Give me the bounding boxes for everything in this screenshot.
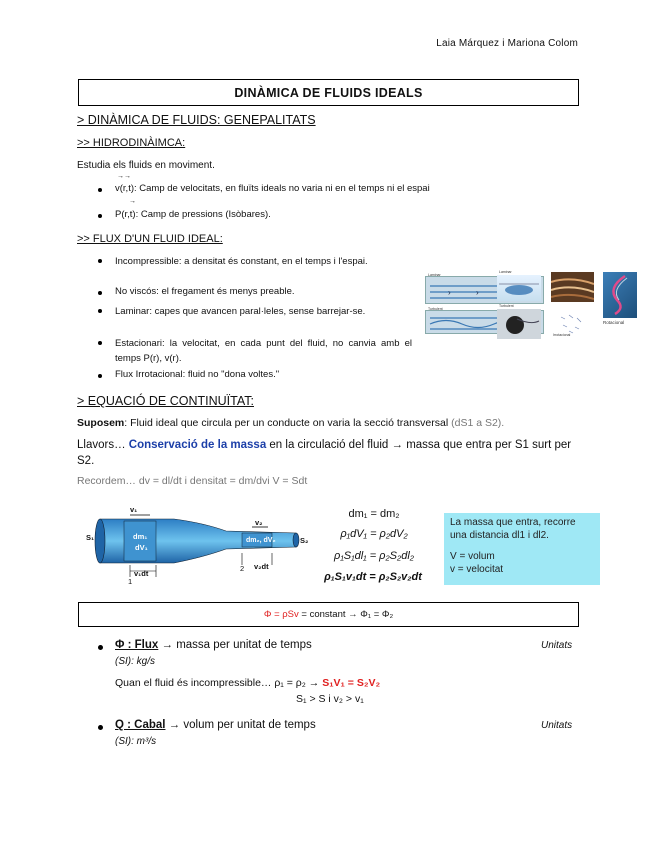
vector-arrows: →→ <box>117 173 131 180</box>
equation-density-volume: ρ₁dV₁ = ρ₂dV₂ <box>340 528 408 540</box>
incompressible-text: Quan el fluid és incompressible… ρ₁ = ρ₂ → <box>115 677 323 689</box>
cabal-desc: → volum per unitat de temps <box>165 719 316 731</box>
flux-formula-rest: = constant → Φ₁ = Φ₂ <box>298 609 394 620</box>
cabal-label: Q : Cabal <box>115 719 166 731</box>
label-v1: v₁ <box>130 505 138 514</box>
rotational-flow-drawing <box>551 272 594 302</box>
label-dm2-dv2: dm₂, dV₂ <box>246 537 276 544</box>
label-v1dt: v₁dt <box>134 569 149 578</box>
equation-mass: dm₁ = dm₂ <box>348 508 400 520</box>
pipe-diagram <box>86 505 316 587</box>
bullet-no-viscos: No viscós: el fregament és menys preable. <box>115 286 295 297</box>
irrotational-flow-image <box>551 309 594 339</box>
label-s1: S₁ <box>86 533 95 542</box>
pipe-inlet <box>95 519 105 563</box>
bullet-irrotacional: Flux Irrotacional: fluid no "dona voltes." <box>115 369 280 380</box>
label-section-1: 1 <box>128 577 133 586</box>
page-title: DINÀMICA DE FLUIDS IDEALS <box>78 79 579 106</box>
note-line-2: V = volum <box>450 551 495 562</box>
flux-units-label: Unitats <box>541 640 573 651</box>
rotational-flow-image <box>551 272 594 302</box>
bullet-velocity-field: v(r,t): Camp de velocitats, en fluïts ideals no varia ni en el temps ni el espai <box>115 183 430 194</box>
flux-item <box>115 639 312 651</box>
turbulent-label-b: Turbulent <box>499 304 514 308</box>
turbulent-photo-drawing <box>497 309 541 339</box>
svg-text:›: › <box>476 288 479 297</box>
irrotational-label: Irrotacional <box>553 333 571 337</box>
author-header: Laia Márquez i Mariona Colom <box>436 38 578 49</box>
suposem-label: Suposem <box>77 417 125 429</box>
pipe-outlet <box>293 533 299 547</box>
bullet-pressure-field: P(r,t): Camp de pressions (Isòbares). <box>115 209 271 220</box>
equation-density-velocity: ρ₁S₁v₁dt = ρ₂S₂v₂dt <box>324 571 422 583</box>
vector-arrow: → <box>129 198 136 205</box>
label-section-2: 2 <box>240 564 245 573</box>
flux-units: (SI): kg/s <box>115 656 156 667</box>
subheading-hidrodinamica: >> HIDRODINÀIMCA: <box>77 137 186 149</box>
suposem-ref: (dS1 a S2). <box>451 417 505 429</box>
bullet-incompressible: Incompressible: a densitat és constant, en el temps i l'espai. <box>115 254 412 269</box>
label-dv1: dV₁ <box>135 543 148 552</box>
intro-text: Estudia els fluids en moviment. <box>77 160 215 171</box>
cabal-item <box>115 719 316 731</box>
turbulent-label-a: Turbulent <box>428 307 443 311</box>
llavors-label: Llavors… <box>77 439 129 451</box>
llavors-text: en la circulació del fluid → massa que entra per S1 surt per S2. <box>77 439 572 467</box>
laminar-photo <box>497 270 541 301</box>
cabal-units: (SI): m³/s <box>115 736 157 747</box>
svg-text:›: › <box>448 288 451 297</box>
vortex-drawing <box>603 272 637 318</box>
section-heading-generalitats: > DINÀMICA DE FLUIDS: GENEPALITATS <box>77 113 316 127</box>
laminar-label-a: Laminar <box>428 273 441 277</box>
label-dm1: dm₁ <box>133 532 148 541</box>
recordem-text: Recordem… dv = dl/dt i densitat = dm/dvi V = Sdt <box>77 475 308 487</box>
flux-formula: Φ = ρSv <box>263 609 299 620</box>
bullet-laminar: Laminar: capes que avancen paral·leles, sense barrejar-se. <box>115 304 412 319</box>
conservacio-massa: Conservació de la massa <box>128 439 267 451</box>
flux-label: Φ : Flux <box>115 639 159 651</box>
suposem-paragraph <box>77 417 504 429</box>
section-heading-continuitat: > EQUACIÓ DE CONTINUÏTAT: <box>77 394 254 408</box>
suposem-text: : Fluid ideal que circula per un conducte on varia la secció transversal <box>124 417 452 429</box>
note-line-3: v = velocitat <box>450 564 504 575</box>
equation-density-area: ρ₁S₁dl₁ = ρ₂S₂dl₂ <box>334 550 414 562</box>
rotational-label: Rotacional <box>603 320 625 325</box>
laminar-photo-drawing <box>497 275 541 301</box>
flux-formula-box <box>78 602 579 627</box>
area-velocity-result: S₁ > S i v₂ > v₁ <box>296 693 364 705</box>
note-line-1: La massa que entra, recorre una distancia dl1 i dl2. <box>450 517 576 541</box>
label-v2dt: v₂dt <box>254 562 269 571</box>
bullet-estacionari: Estacionari: la velocitat, en cada punt del fluid, no canvia amb el temps P(r), v(r). <box>115 338 412 364</box>
cabal-units-label: Unitats <box>541 720 573 731</box>
llavors-paragraph <box>77 437 580 469</box>
laminar-label-b: Laminar <box>499 270 512 274</box>
volume-element-1 <box>124 521 156 561</box>
incompressible-formula: S₁V₁ = S₂V₂ <box>322 677 381 689</box>
turbulent-photo <box>497 304 541 339</box>
flux-desc: → massa per unitat de temps <box>158 639 312 651</box>
label-v2: v₂ <box>255 518 263 527</box>
subheading-flux-ideal: >> FLUX D'UN FLUID IDEAL: <box>77 233 223 245</box>
note-box <box>444 513 600 585</box>
label-s2: S₂ <box>300 536 309 545</box>
incompressible-line <box>115 677 380 689</box>
vortex-image <box>603 272 637 318</box>
